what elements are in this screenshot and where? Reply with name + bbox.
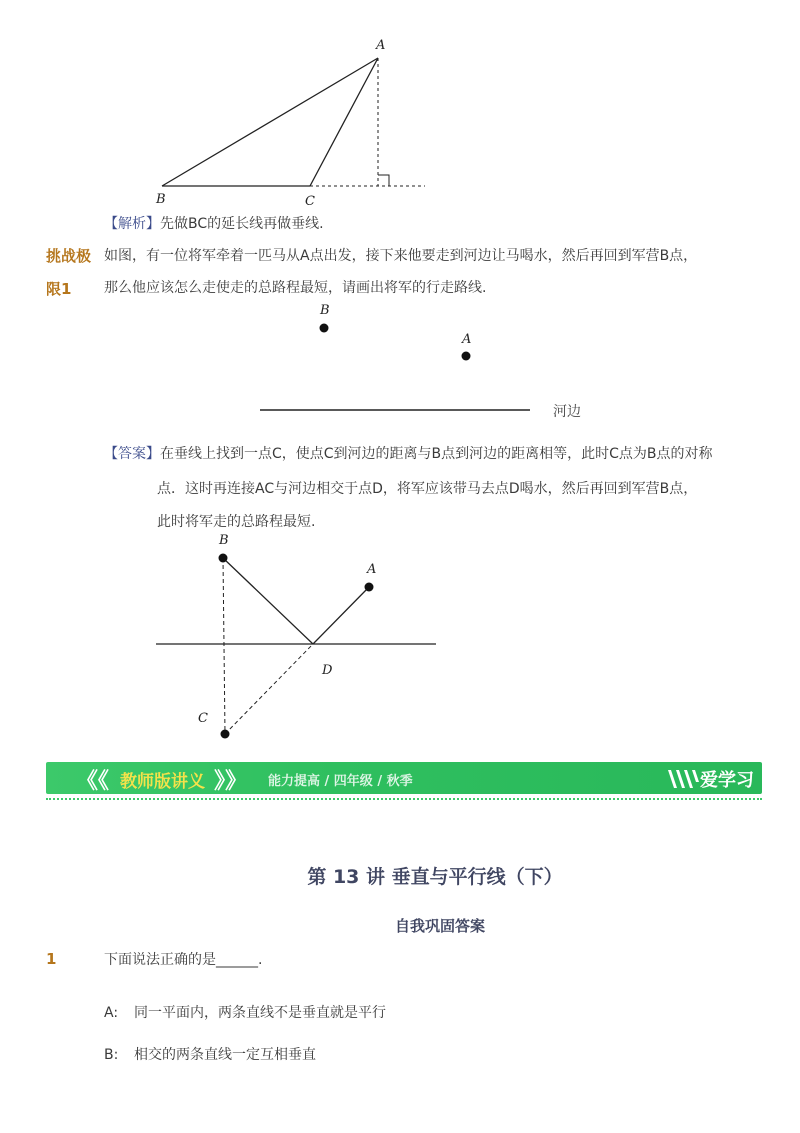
banner-dotted-divider — [46, 798, 762, 800]
right-angle-mark — [378, 175, 389, 186]
segment-ca — [310, 58, 378, 186]
figure-triangle-perpendicular — [140, 35, 440, 210]
option-a — [104, 1003, 386, 1023]
challenge-label-line2: 限1 — [46, 280, 72, 298]
option-a-key: A: — [104, 1005, 119, 1021]
brand-logo-icon — [666, 768, 700, 790]
figure-river-solution — [150, 530, 450, 745]
label-d: D — [322, 663, 333, 678]
segment-b-d — [223, 558, 313, 644]
point-a — [365, 583, 374, 592]
banner-subtitle: 能力提高 / 四年级 / 秋季 — [268, 774, 413, 789]
perpendicular-b-c — [223, 558, 225, 734]
answer-line3: 此时将军走的总路程最短. — [157, 514, 316, 530]
answer-tag: 【答案】 — [104, 446, 160, 462]
option-b-key: B: — [104, 1047, 119, 1063]
answer-line2: 点．这时再连接AC与河边相交于点D，将军应该带马去点D喝水，然后再回到军营B点， — [157, 481, 698, 497]
challenge-text-line2: 那么他应该怎么走使走的总路程最短，请画出将军的行走路线. — [104, 280, 487, 296]
lecture-title: 第 13 讲 垂直与平行线（下） — [307, 866, 563, 888]
segment-c-d — [225, 644, 313, 734]
label-b: B — [156, 192, 166, 207]
question-stem: 下面说法正确的是______. — [104, 952, 263, 968]
question-number: 1 — [46, 950, 57, 968]
brand-logo — [666, 766, 754, 792]
section-title: 自我巩固答案 — [394, 917, 485, 935]
label-c: C — [305, 194, 315, 209]
label-a: A — [376, 38, 386, 53]
analysis-text: 先做BC的延长线再做垂线. — [160, 216, 324, 232]
segment-d-a — [313, 587, 369, 644]
option-b — [104, 1045, 316, 1065]
label-c: C — [198, 711, 208, 726]
label-a: A — [367, 562, 377, 577]
point-c — [221, 730, 230, 739]
teacher-edition-banner — [46, 762, 762, 794]
river-label: 河边 — [553, 404, 581, 420]
label-a: A — [462, 332, 472, 347]
challenge-label-line1: 挑战极 — [46, 247, 92, 265]
banner-right-chevrons: 》》 — [214, 769, 248, 794]
figure-river-problem — [250, 298, 550, 418]
analysis-tag: 【解析】 — [104, 216, 160, 232]
point-a — [462, 352, 471, 361]
challenge-text-line1: 如图，有一位将军牵着一匹马从A点出发，接下来他要走到河边让马喝水，然后再回到军营B点， — [104, 248, 698, 264]
point-b — [219, 554, 228, 563]
banner-title: 教师版讲义 — [120, 772, 205, 792]
answer-text-line1: 在垂线上找到一点C，使点C到河边的距离与B点到河边的距离相等，此时C点为B点的对称 — [160, 446, 713, 462]
option-b-text: 相交的两条直线一定互相垂直 — [134, 1047, 316, 1063]
label-b: B — [219, 533, 229, 548]
label-b: B — [320, 303, 330, 318]
analysis-line — [104, 214, 324, 234]
brand-logo-text: 爱学习 — [700, 770, 754, 791]
answer-line1 — [104, 444, 713, 464]
option-a-text: 同一平面内，两条直线不是垂直就是平行 — [134, 1005, 386, 1021]
banner-left-chevrons: 《《 — [76, 769, 110, 794]
segment-ba — [162, 58, 378, 186]
point-b — [320, 324, 329, 333]
